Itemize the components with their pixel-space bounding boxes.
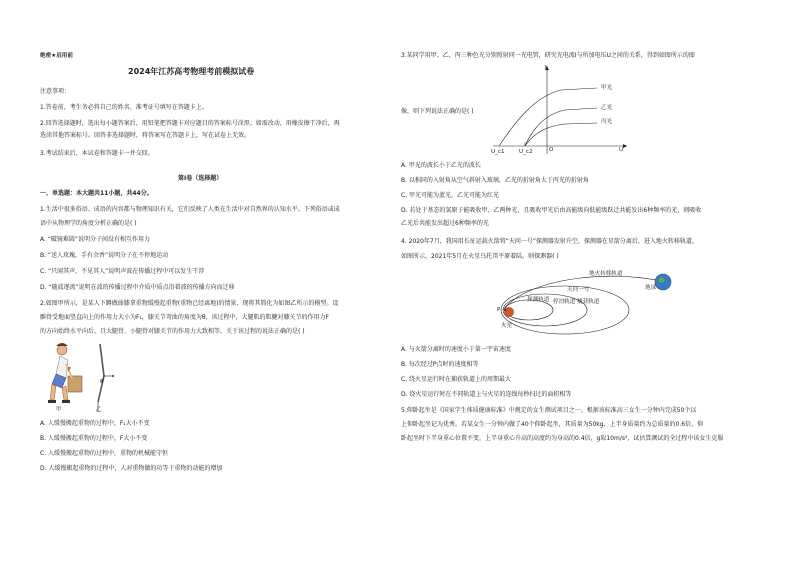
q1-option-a: A. “破镜难圆”说明分子间没有相互作用力 bbox=[40, 236, 151, 243]
q3-uc1: U_c1 bbox=[491, 149, 505, 155]
q4-label-mars: 火星 bbox=[501, 323, 513, 329]
q5-stem-2: 上仰卧起坐记为优秀。若某女生一分钟内做了40个仰卧起坐，其质量为50kg，上半身质量约为总质量的0.6倍，仰 bbox=[401, 421, 704, 428]
q4-label-explore: 探测轨道 bbox=[527, 297, 550, 303]
person-lifting-figure bbox=[48, 343, 82, 403]
q4-option-d: D. 绕火星运行时在不同轨道上与火星的连线每秒扫过的面积相等 bbox=[401, 391, 572, 398]
q2-figure bbox=[38, 340, 128, 414]
q3-option-b: B. 以相同的入射角从空气斜射入玻璃，乙光的折射角大于丙光的折射角 bbox=[401, 177, 589, 184]
section1-heading: 一、单选题：本大题共11小题，共44分。 bbox=[40, 190, 153, 197]
q3-axis-u: U bbox=[619, 147, 624, 153]
q3-curve-label-bing: 丙光 bbox=[601, 119, 613, 125]
q4-label-earth: 地球 bbox=[645, 285, 657, 291]
q2-label-jia: 甲 bbox=[56, 407, 62, 413]
q1-option-c: C. “只闻其声，不见其人”说明声波在传播过程中可以发生干涉 bbox=[40, 268, 205, 275]
q2-option-b: B. 人缓慢搬起重物的过程中，F大小不变 bbox=[40, 435, 148, 442]
q1-option-d: D. “随波逐流”说明在波的传播过程中介质中质点沿着波的传播方向而迁移 bbox=[40, 284, 235, 291]
mars-icon bbox=[504, 307, 514, 317]
q2-stem-1: 2.如图甲所示，是某人下蹲做曲膝拿重物缓慢起重物(重物已经离地)的情景，现将其简化为如图乙所示的模型。设 bbox=[40, 300, 339, 307]
q3-stem-2: 像，则下列说法正确的是( ) bbox=[401, 108, 474, 115]
q4-option-b: B. 每次经过P点时的速度相等 bbox=[401, 361, 479, 368]
q3-axis-i: I bbox=[545, 65, 547, 71]
q2-option-a: A. 人缓慢搬起重物的过程中，F₁大小不变 bbox=[40, 420, 150, 427]
q1-option-b: B. “送人玫瑰，手有余香”说明分子在不停地运动 bbox=[40, 252, 169, 259]
q3-origin: O bbox=[549, 147, 554, 153]
q4-option-c: C. 绕火星运行时在捕获轨道上的周期最大 bbox=[401, 376, 512, 383]
q3-option-d: D. 若处于基态的氢原子能吸收甲、乙两种光，且吸收甲光后由高能级向低能级跃迁共能发出6种频率的光，则吸收 bbox=[401, 207, 702, 214]
q4-label-capture: 捕获轨道 bbox=[577, 299, 600, 305]
q4-stem-2: 如图所示，2021年5月在火星乌托邦平原着陆。则探测器( ) bbox=[401, 253, 559, 260]
q2-label-yi: 乙 bbox=[96, 407, 102, 413]
curve-yi bbox=[525, 108, 597, 146]
notes-heading: 注意事项： bbox=[40, 88, 71, 95]
q1-stem-1: 1.生活中很多俗语、成语的内容都与物理知识有关，它们反映了人类在生活中对自然界的认知水平。下列俗语或成 bbox=[40, 206, 340, 213]
q5-stem-3: 卧起坐时下半身重心位置不变，上半身重心升高的高度约为身高的0.4倍，g取10m/s²，试估算测试的全过程中该女生克服 bbox=[401, 435, 724, 442]
part1-heading: 第Ⅰ卷（选择题） bbox=[178, 175, 223, 182]
q2-label-theta: θ bbox=[100, 379, 104, 385]
curve-bing bbox=[525, 123, 597, 146]
q2-option-c: C. 人缓慢搬起重物的过程中，重物的机械能守恒 bbox=[40, 450, 169, 457]
q3-option-c: C. 甲光可能为蓝光，乙光可能为红光 bbox=[401, 192, 500, 199]
q3-curve-label-jia: 甲光 bbox=[601, 85, 613, 91]
q1-stem-2: 语中从物理学的角度分析正确的是( ) bbox=[40, 220, 137, 227]
q4-label-park: 停泊轨道 bbox=[553, 299, 576, 305]
q2-option-d: D. 人缓慢搬起重物的过程中，人对重物做的功等于重物的动能的增加 bbox=[40, 465, 223, 472]
q5-stem-1: 5.仰卧起坐是《国家学生体质健康标准》中规定的女生测试项目之一。根据该标准高三女生一分钟内完成50个以 bbox=[401, 407, 697, 414]
note-2-cont: 选涂其他答案标号。回答非选择题时，将答案写在答题卡上，写在试卷上无效。 bbox=[40, 132, 251, 139]
secret-mark: 绝密★启用前 bbox=[40, 53, 73, 59]
q3-option-a: A. 甲光的波长小于乙光的波长 bbox=[401, 162, 481, 169]
note-3: 3.考试结束后，本试卷和答题卡一并交回。 bbox=[40, 150, 154, 157]
q3-curve-label-yi: 乙光 bbox=[601, 105, 613, 111]
q2-label-F: F bbox=[68, 367, 72, 373]
q3-uc2: U_c2 bbox=[519, 149, 533, 155]
q2-stem-2: 髌骨受地面竖直向上的作用力大小为F₁，膝关节弯曲的角度为θ，该过程中，大腿肌的肌腱对膝关节的作用力F bbox=[40, 314, 329, 321]
exam-title: 2024年江苏高考物理考前模拟试卷 bbox=[128, 67, 255, 76]
q2-stem-3: 的方向始终水平向后，且大腿骨、小腿骨对膝关节的作用力大致相等。关于该过程的说法正确的是( ) bbox=[40, 328, 305, 335]
q3-iu-graph bbox=[485, 62, 635, 158]
capture-orbit bbox=[501, 286, 629, 334]
q4-label-transfer: 地火转移轨道 bbox=[589, 271, 623, 277]
q4-option-a: A. 与火箭分离时的速度小于第一宇宙速度 bbox=[401, 346, 511, 353]
note-1: 1.答卷前，考生务必将自己的姓名、准考证号填写在答题卡上。 bbox=[40, 104, 208, 111]
q3-stem: 3.某同学用甲、乙、丙三种色光分别照射同一光电管，研究光电流I与所加电压U之间的关系，得到如图所示的图 bbox=[401, 52, 695, 59]
q3-option-d-cont: 乙光后共能发出超过6种频率的光 bbox=[401, 220, 489, 227]
q4-stem-1: 4. 2020年7月，我国用长征运载火箭将“天问一号”探测器发射升空，探测器在星箭分离后，进入地火转移轨道， bbox=[401, 238, 698, 245]
note-2: 2.回答选择题时，选出每小题答案后，用铅笔把答题卡对应题目的答案标号涂黑；如需改动，用橡皮擦干净后，再 bbox=[40, 120, 340, 127]
q4-label-p: P bbox=[497, 307, 501, 313]
q4-label-tianwen: 天问一号 bbox=[567, 287, 590, 293]
